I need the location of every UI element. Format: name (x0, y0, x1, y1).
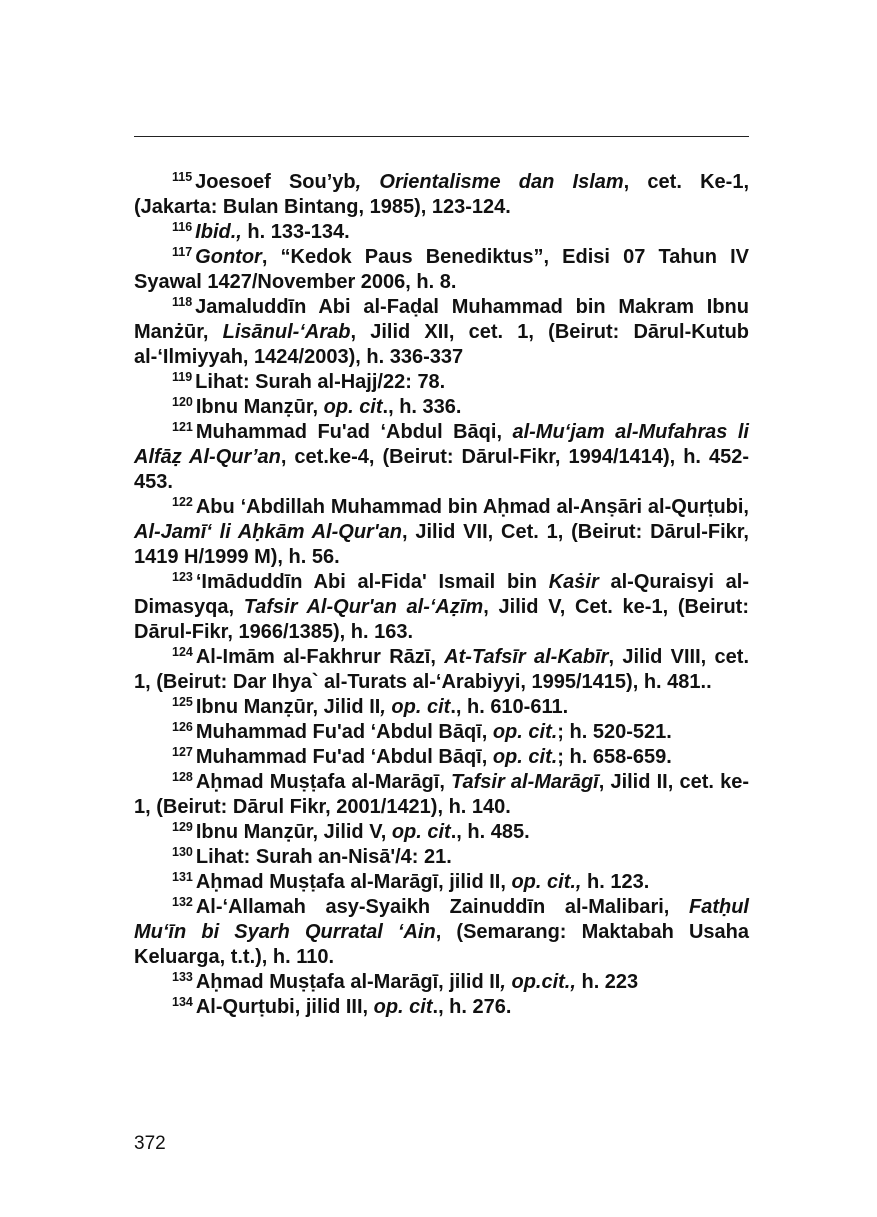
footnote (134, 645, 749, 695)
footnote (134, 495, 749, 570)
footnote (134, 695, 749, 720)
footnote-italic-text: Lisānul-‘Arab (222, 321, 351, 343)
footnote-text: Ibnu Manẓūr, Jilid II (195, 696, 381, 718)
footnote-text: , (Semarang: Maktabah Usaha Keluarga, t.t.), h. 110. (134, 921, 750, 968)
footnote (134, 995, 749, 1020)
footnote-italic-text: Fatḥul Mu‘īn bi Syarh Qurratal ‘Ain (134, 896, 749, 943)
footnote-text: , “Kedok Paus Benediktus”, Edisi 07 Tahun IV Syawal 1427/November 2006, h. 8. (134, 246, 749, 293)
footnote-text: Aḥmad Muṣṭafa al-Marāgī, (195, 771, 452, 793)
footnote-text: Ibnu Manẓūr, Jilid V, (195, 821, 392, 843)
footnote-number: 115 (172, 170, 193, 184)
footnote-text: h. 223 (575, 971, 639, 993)
footnote-italic-text: Gontor (195, 246, 262, 268)
footnote (134, 770, 749, 820)
footnote-number: 133 (172, 970, 193, 984)
footnote-text: , Jilid XII, cet. 1, (Beirut: Dārul-Kutub al-‘Ilmiyyah, 1424/2003), h. 336-337 (134, 321, 749, 368)
footnote-number: 121 (172, 420, 193, 434)
footnote-italic-text: Kaṡir (548, 571, 599, 593)
footnote-text: ., h. 276. (432, 996, 512, 1018)
footnote-text: Al-Imām al-Fakhrur Rāzī, (195, 646, 445, 668)
footnote-text: Aḥmad Muṣṭafa al-Marāgī, jilid II (195, 971, 501, 993)
footnote-text: Muhammad Fu'ad ‘Abdul Bāqī, (195, 721, 493, 743)
footnote-italic-text: Tafsir Al-Qur'an al-‘Aẓīm (243, 596, 484, 618)
footnote (134, 370, 749, 395)
footnote-italic-text: , op.cit., (500, 971, 576, 993)
footnote-number: 118 (172, 295, 193, 309)
footnote-text: h. 133-134. (241, 221, 350, 243)
page-number: 372 (134, 1133, 166, 1154)
footnotes-section (134, 170, 749, 1020)
footnote-text: , cet. Ke-1, (Jakarta: Bulan Bintang, 1985), 123-124. (134, 171, 750, 218)
footnote-number: 117 (172, 245, 193, 259)
footnote-text: Al-Qurṭubi, jilid III, (195, 996, 374, 1018)
footnote-text: Lihat: Surah an-Nisā'/4: 21. (195, 846, 452, 868)
footnote-text: , Jilid VII, Cet. 1, (Beirut: Dārul-Fikr, 1419 H/1999 M), h. 56. (134, 521, 749, 568)
footnote-italic-text: , op. cit (380, 696, 451, 718)
footnote-number: 126 (172, 720, 193, 734)
footnote (134, 395, 749, 420)
footnote-text: ; h. 658-659. (557, 746, 672, 768)
footnote (134, 970, 749, 995)
footnote (134, 420, 749, 495)
footnote-text: h. 123. (581, 871, 650, 893)
footnote-italic-text: op. cit. (492, 721, 558, 743)
footnote-text: al-Quraisyi al-Dimasyqa, (134, 571, 749, 618)
footnote-text: , Jilid V, Cet. ke-1, (Beirut: Dārul-Fikr, 1966/1385), h. 163. (134, 596, 749, 643)
footnote-italic-text: Al-Jamī‘ li Aḥkām Al-Qur'an (134, 521, 402, 543)
footnote-italic-text: , Orientalisme dan Islam (355, 171, 624, 193)
footnote (134, 820, 749, 845)
footnote-text: Muhammad Fu'ad ‘Abdul Bāqī, (195, 746, 493, 768)
footnote (134, 895, 749, 970)
footnote-text: Aḥmad Muṣṭafa al-Marāgī, jilid II, (195, 871, 512, 893)
footnote-number: 120 (172, 395, 193, 409)
footnote-italic-text: op. cit. (492, 746, 558, 768)
footnote-text: , Jilid II, cet. ke-1, (Beirut: Dārul Fikr, 2001/1421), h. 140. (134, 771, 749, 818)
footnote-italic-text: op. cit (323, 396, 383, 418)
footnote-text: , cet.ke-4, (Beirut: Dārul-Fikr, 1994/1414), h. 452-453. (134, 446, 750, 493)
footnote-number: 127 (172, 745, 193, 759)
footnote-number: 116 (172, 220, 193, 234)
footnote-text: ., h. 336. (382, 396, 462, 418)
footnote-text: Muhammad Fu'ad ‘Abdul Bāqi, (195, 421, 513, 443)
footnote-number: 131 (172, 870, 193, 884)
footnote (134, 245, 749, 295)
footnote-text: ; h. 520-521. (557, 721, 672, 743)
footnote-number: 119 (172, 370, 193, 384)
footnote (134, 220, 749, 245)
footnote-number: 122 (172, 495, 193, 509)
footnote-italic-text: al-Mu‘jam al-Mufahras li Alfāẓ Al-Qur’an (134, 421, 749, 468)
footnote-number: 129 (172, 820, 193, 834)
footnote-italic-text: op. cit., (511, 871, 582, 893)
footnote-text: Lihat: Surah al-Hajj/22: 78. (195, 371, 446, 393)
footnote (134, 745, 749, 770)
footnote (134, 720, 749, 745)
footnote-italic-text: Tafsir al-Marāgī (451, 771, 599, 793)
footnote-italic-text: At-Tafsīr al-Kabīr (444, 646, 609, 668)
footnote-text: ., h. 610-611. (450, 696, 569, 718)
footnote-italic-text: Ibid., (195, 221, 242, 243)
footnote (134, 295, 749, 370)
footnote-separator (134, 136, 749, 137)
footnote (134, 870, 749, 895)
footnote-italic-text: op. cit (373, 996, 433, 1018)
footnote-text: Jamaluddīn Abi al-Faḍal Muhammad bin Makram Ibnu Manżūr, (134, 296, 749, 343)
footnote-number: 134 (172, 995, 193, 1009)
footnote-number: 128 (172, 770, 193, 784)
footnote (134, 845, 749, 870)
footnote-text: Joesoef Sou’yb (195, 171, 356, 193)
footnote (134, 170, 749, 220)
footnote-text: Ibnu Manẓūr, (195, 396, 324, 418)
footnote-number: 132 (172, 895, 193, 909)
footnote-number: 123 (172, 570, 193, 584)
footnote-number: 125 (172, 695, 193, 709)
footnote (134, 570, 749, 645)
footnote-text: Al-‘Allamah asy-Syaikh Zainuddīn al-Malibari, (195, 896, 689, 918)
footnote-text: ., h. 485. (450, 821, 530, 843)
footnote-text: Abu ‘Abdillah Muhammad bin Aḥmad al-Anṣāri al-Qurṭubi, (195, 496, 749, 518)
footnote-text: , Jilid VIII, cet. 1, (Beirut: Dar Ihya` al-Turats al-‘Arabiyyi, 1995/1415), h. 481.. (134, 646, 750, 693)
footnote-text: ‘Imāduddīn Abi al-Fida' Ismail bin (195, 571, 549, 593)
footnote-italic-text: op. cit (391, 821, 451, 843)
footnote-number: 130 (172, 845, 193, 859)
footnote-number: 124 (172, 645, 193, 659)
